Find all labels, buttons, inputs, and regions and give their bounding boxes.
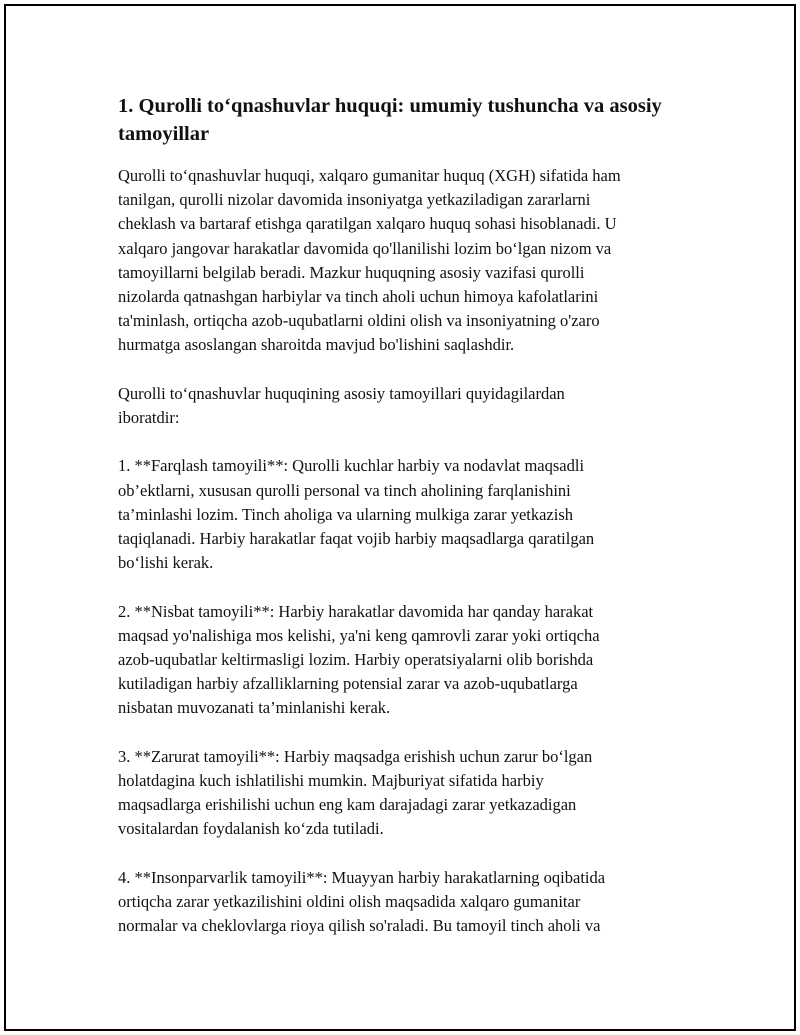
principle-proportionality-paragraph bbox=[118, 600, 684, 721]
text-line: 2. **Nisbat tamoyili**: Harbiy harakatlar davomida har qanday harakat bbox=[118, 601, 594, 621]
text-line: azob-uqubatlar keltirmasligi lozim. Harbiy operatsiyalarni olib borishda bbox=[118, 650, 594, 670]
text-line: nizolarda qatnashgan harbiylar va tinch aholi uchun himoya kafolatlarini bbox=[118, 287, 599, 307]
text-line: maqsad yo'nalishiga mos kelishi, ya'ni keng qamrovli zarar yoki ortiqcha bbox=[118, 625, 600, 645]
text-line: ortiqcha zarar yetkazilishini oldini olish maqsadida xalqaro gumanitar bbox=[118, 892, 581, 912]
text-line: ta’minlashi lozim. Tinch aholiga va ularning mulkiga zarar yetkazish bbox=[118, 504, 574, 524]
text-line: cheklash va bartaraf etishga qaratilgan xalqaro huquq sohasi hisoblanadi. U bbox=[118, 214, 617, 234]
text-line: Qurolli to‘qnashuvlar huquqi, xalqaro gumanitar huquq (XGH) sifatida ham bbox=[118, 166, 621, 185]
text-line: bo‘lishi kerak. bbox=[118, 553, 214, 573]
heading-line: tamoyillar bbox=[118, 123, 210, 145]
principle-necessity-paragraph bbox=[118, 745, 684, 842]
text-line: 1. **Farqlash tamoyili**: Qurolli kuchlar harbiy va nodavlat maqsadli bbox=[118, 456, 585, 476]
text-line: maqsadlarga erishilishi uchun eng kam darajadagi zarar yetkazadigan bbox=[118, 795, 577, 815]
text-line: 4. **Insonparvarlik tamoyili**: Muayyan harbiy harakatlarning oqibatida bbox=[118, 867, 606, 887]
principle-distinction-paragraph bbox=[118, 454, 684, 575]
text-line: 3. **Zarurat tamoyili**: Harbiy maqsadga erishish uchun zarur bo‘lgan bbox=[118, 746, 593, 766]
principle-humanity-paragraph bbox=[118, 866, 684, 939]
text-line: iboratdir: bbox=[118, 408, 180, 428]
text-line: taqiqlanadi. Harbiy harakatlar faqat vojib harbiy maqsadlarga qaratilgan bbox=[118, 529, 595, 549]
text-line: vositalardan foydalanish ko‘zda tutiladi. bbox=[118, 819, 384, 839]
text-line: holatdagina kuch ishlatilishi mumkin. Majburiyat sifatida harbiy bbox=[118, 771, 544, 791]
text-line: nisbatan muvozanati ta’minlanishi kerak. bbox=[118, 698, 391, 718]
text-line: hurmatga asoslangan sharoitda mavjud bo'lishini saqlashdir. bbox=[118, 335, 515, 355]
document-body bbox=[118, 92, 684, 963]
text-line: ob’ektlarni, xususan qurolli personal va tinch aholining farqlanishini bbox=[118, 480, 571, 500]
principles-intro-paragraph bbox=[118, 382, 684, 430]
section-heading bbox=[118, 92, 684, 148]
heading-line: 1. Qurolli to‘qnashuvlar huquqi: umumiy tushuncha va asosiy bbox=[118, 95, 662, 117]
text-line: Qurolli to‘qnashuvlar huquqining asosiy tamoyillari quyidagilardan bbox=[118, 383, 565, 403]
text-line: tanilgan, qurolli nizolar davomida insoniyatga yetkaziladigan zararlarni bbox=[118, 190, 591, 210]
text-line: kutiladigan harbiy afzalliklarning potensial zarar va azob-uqubatlarga bbox=[118, 674, 578, 694]
text-line: tamoyillarni belgilab beradi. Mazkur huquqning asosiy vazifasi qurolli bbox=[118, 262, 585, 282]
intro-paragraph bbox=[118, 164, 684, 358]
text-line: ta'minlash, ortiqcha azob-uqubatlarni oldini olish va insoniyatning o'zaro bbox=[118, 311, 600, 331]
text-line: xalqaro jangovar harakatlar davomida qo'llanilishi lozim bo‘lgan nizom va bbox=[118, 238, 612, 258]
text-line: normalar va cheklovlarga rioya qilish so'raladi. Bu tamoyil tinch aholi va bbox=[118, 916, 601, 936]
